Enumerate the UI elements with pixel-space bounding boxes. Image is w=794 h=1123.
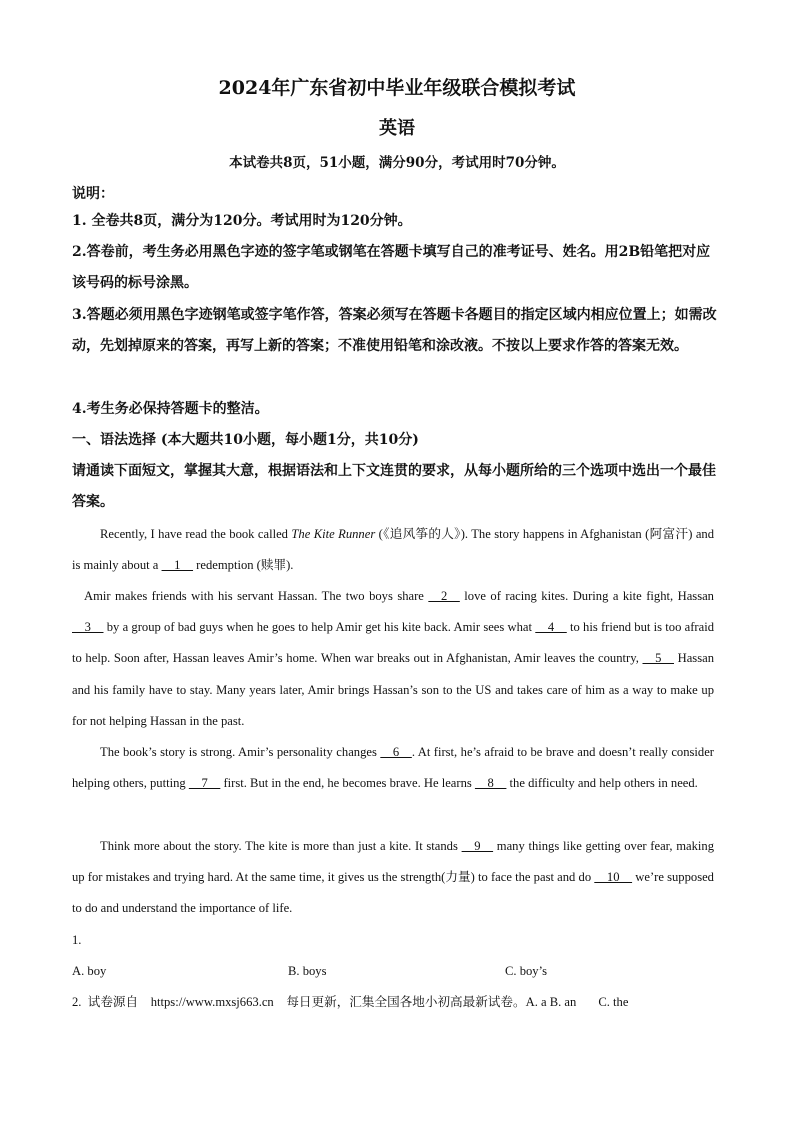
passage-text: (《追风筝的人》). The story happens in Afghanistan (阿富汗) and is mainly about a [72, 527, 715, 573]
blank-9: 9 [461, 839, 494, 853]
passage-text: first. But in the end, he becomes brave. He learns [220, 776, 475, 791]
passage-paragraph-2 [72, 581, 714, 737]
passage-text: many things like getting over fear, making up for mistakes and trying hard. At the same time, it gives us the strength(力量) to face the past and do [72, 839, 714, 885]
option-1a[interactable]: A. boy [72, 964, 107, 978]
passage-text: to his friend but is too afraid to help. Soon after, Hassan leaves Amir’s home. When war breaks out in Afghanistan, Amir leaves the country, [72, 620, 714, 666]
passage-text: Think more about the story. The kite is more than just a kite. It stands [100, 839, 462, 853]
passage-text: . At first, he’s afraid to be brave and doesn’t really consider helping others, putting [72, 745, 714, 791]
passage-paragraph-4 [72, 831, 714, 925]
passage-text: the difficulty and help others in need. [506, 776, 698, 791]
subject-title: 英语 [379, 118, 415, 139]
blank-2: 2 [428, 589, 460, 603]
book-title: The Kite Runner [291, 527, 376, 541]
option-1b[interactable]: B. boys [288, 964, 327, 978]
blank-10: 10 [594, 870, 633, 885]
section-directions: 请通读下面短文，掌握其大意，根据语法和上下文连贯的要求，从每小题所给的三个选项中选出一个最佳答案。 [72, 463, 716, 510]
blank-6: 6 [380, 745, 412, 759]
passage-text: by a group of bad guys when he goes to help Amir get his kite back. Amir sees what [103, 620, 536, 635]
passage-text: we’re supposed to do and understand the importance of life. [72, 870, 714, 916]
passage-text: Recently, I have read the book called [100, 527, 292, 541]
blank-8: 8 [474, 776, 507, 791]
passage-paragraph-1 [72, 519, 714, 581]
question-1-number: 1. [72, 933, 82, 947]
passage-paragraph-3 [72, 737, 714, 799]
passage-text: The book’s story is strong. Amir’s personality changes [100, 745, 381, 759]
passage-text: Hassan and his family have to stay. Many years later, Amir brings Hassan’s son to the US and takes care of him as a way to make up for not helping Hassan in the past. [72, 651, 714, 728]
instruction-item-1: 1. 全卷共8页，满分为120分。考试用时为120分钟。 [72, 213, 412, 229]
blank-5: 5 [642, 651, 674, 666]
page-title: 2024年广东省初中毕业年级联合模拟考试 [218, 77, 576, 99]
passage-text: Amir makes friends with his servant Hassan. The two boys share [84, 589, 429, 603]
question-1-options [72, 961, 722, 981]
section-heading: 一、语法选择 (本大题共10小题，每小题1分，共10分) [72, 432, 419, 448]
instruction-item-4: 4.考生务必保持答题卡的整洁。 [72, 401, 269, 417]
instruction-item-3: 3.答题必须用黑色字迹钢笔或签字笔作答，答案必须写在答题卡各题目的指定区域内相应位置上；如需改动，先划掉原来的答案，再写上新的答案；不准使用铅笔和涂改液。不按以上要求作答的答案无效。 [72, 307, 717, 354]
blank-4: 4 [535, 620, 567, 635]
exam-info: 本试卷共8页，51小题，满分90分，考试用时70分钟。 [229, 155, 565, 171]
blank-7: 7 [188, 776, 221, 791]
question-2-line: 2. 试卷源自 https://www.mxsj663.cn 每日更新，汇集全国各地小初高最新试卷。A. a B. an C. the [72, 995, 629, 1009]
passage-text: redemption (赎罪). [193, 558, 294, 573]
instructions-label: 说明： [72, 186, 114, 202]
option-1c[interactable]: C. boy’s [505, 964, 547, 978]
blank-3: 3 [72, 620, 104, 635]
passage-text: love of racing kites. During a kite fight, Hassan [459, 589, 714, 603]
blank-1: 1 [161, 558, 194, 573]
instruction-item-2: 2.答卷前，考生务必用黑色字迹的签字笔或钢笔在答题卡填写自己的准考证号、姓名。用2B铅笔把对应该号码的标号涂黑。 [72, 244, 711, 291]
